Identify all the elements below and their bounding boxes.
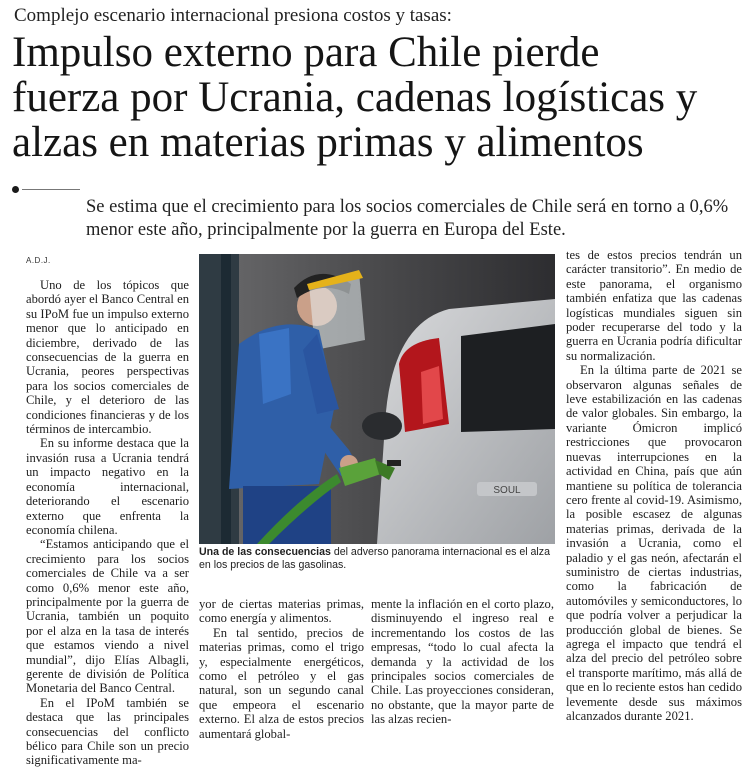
article-kicker: Complejo escenario internacional presiona costos y tasas: <box>14 5 452 26</box>
car-badge: SOUL <box>493 485 521 496</box>
caption-text: del adverso panorama internacional es el alza en los precios de las gasolinas. <box>199 546 550 571</box>
headline-line: Impulso externo para Chile pierde <box>12 29 600 76</box>
photo-gas-station-illustration <box>199 254 555 544</box>
photo-caption <box>199 546 557 572</box>
article-photo <box>199 254 555 544</box>
paragraph: yor de ciertas materias primas, como energía y alimentos. <box>199 597 364 626</box>
headline-line: fuerza por Ucrania, cadenas logísticas y <box>12 74 698 121</box>
body-column-1 <box>26 278 189 768</box>
body-column-4 <box>566 248 742 723</box>
article-headline <box>12 30 748 165</box>
paragraph: En la última parte de 2021 se observaron algunas señales de leve estabilización en las cadenas de valor globales. Sin embargo, la variante Ómicron implicó restricciones que provocaron nuevas interrupciones en la actividad en China, país que aún mantiene su política de tolerancia cero frente al covid-19. Asimismo, la posible escasez de algunas materias primas, derivada de la invasión a Ucrania, como el paladio y el gas neón, afectarán el suministro de ciertas industrias, como la fabricación de automóviles y semiconductores, lo que podría volver a perjudicar la producción global de bienes. Se agrega el impacto que tendrá el alza del precio del petróleo sobre el transporte marítimo, más allá de que en lo reciente estos han cedido levemente desde sus máximos alcanzados durante 2021. <box>566 363 742 723</box>
body-column-2 <box>199 597 364 741</box>
caption-lead: Una de las consecuencias <box>199 546 331 558</box>
paragraph: En su informe destaca que la invasión rusa a Ucrania tendrá un impacto negativo en la economía internacional, deteriorando el escenario externo que enfrenta la economía chilena. <box>26 436 189 537</box>
body-column-3 <box>371 597 554 727</box>
paragraph: mente la inflación en el corto plazo, disminuyendo el ingreso real e incrementando los costos de las empresas, “todo lo cual afecta la demanda y la actividad de los principales socios comerciales de Chile. Las proyecciones consideran, no obstante, que la mayor parte de las alzas recien- <box>371 597 554 727</box>
paragraph: “Estamos anticipando que el crecimiento para los socios comerciales de Chile va a ser como 0,6% menor este año, principalmente por la guerra de Ucrania, también un poquito por el alza en la tasa de interés que estamos viendo a nivel mundial”, dijo Elías Albagli, gerente de división de Política Monetaria del Banco Central. <box>26 537 189 696</box>
paragraph: En el IPoM también se destaca que las principales consecuencias del conflicto bélico para Chile son un precio significativamente ma- <box>26 695 189 768</box>
divider-line <box>22 189 80 190</box>
divider-dot <box>12 186 19 193</box>
subhead-line: menor este año, principalmente por la guerra en Europa del Este. <box>86 220 566 240</box>
article-subhead <box>86 196 746 242</box>
paragraph: Uno de los tópicos que abordó ayer el Banco Central en su IPoM fue un impulso externo menor que lo anticipado en diciembre, derivado de las consecuencias de la guerra en Ucrania, peores perspectivas para los socios comerciales de Chile, y el deterioro de las condiciones financieras y de los términos de intercambio. <box>26 278 189 437</box>
paragraph: tes de estos precios tendrán un carácter transitorio”. En medio de este panorama, el organismo también enfatiza que las cadenas logísticas mundiales siguen sin poder recuperarse del todo y la guerra en Ucrania podría dificultar su normalización. <box>566 248 742 363</box>
byline: A.D.J. <box>26 256 51 265</box>
subhead-line: Se estima que el crecimiento para los socios comerciales de Chile será en torno a 0,6% <box>86 197 729 217</box>
headline-line: alzas en materias primas y alimentos <box>12 119 644 166</box>
paragraph: En tal sentido, precios de materias primas, como el trigo y, especialmente energéticos, como el petróleo y el gas natural, son un segundo canal que empeora el escenario externo. El alza de estos precios aumentará global- <box>199 625 364 741</box>
